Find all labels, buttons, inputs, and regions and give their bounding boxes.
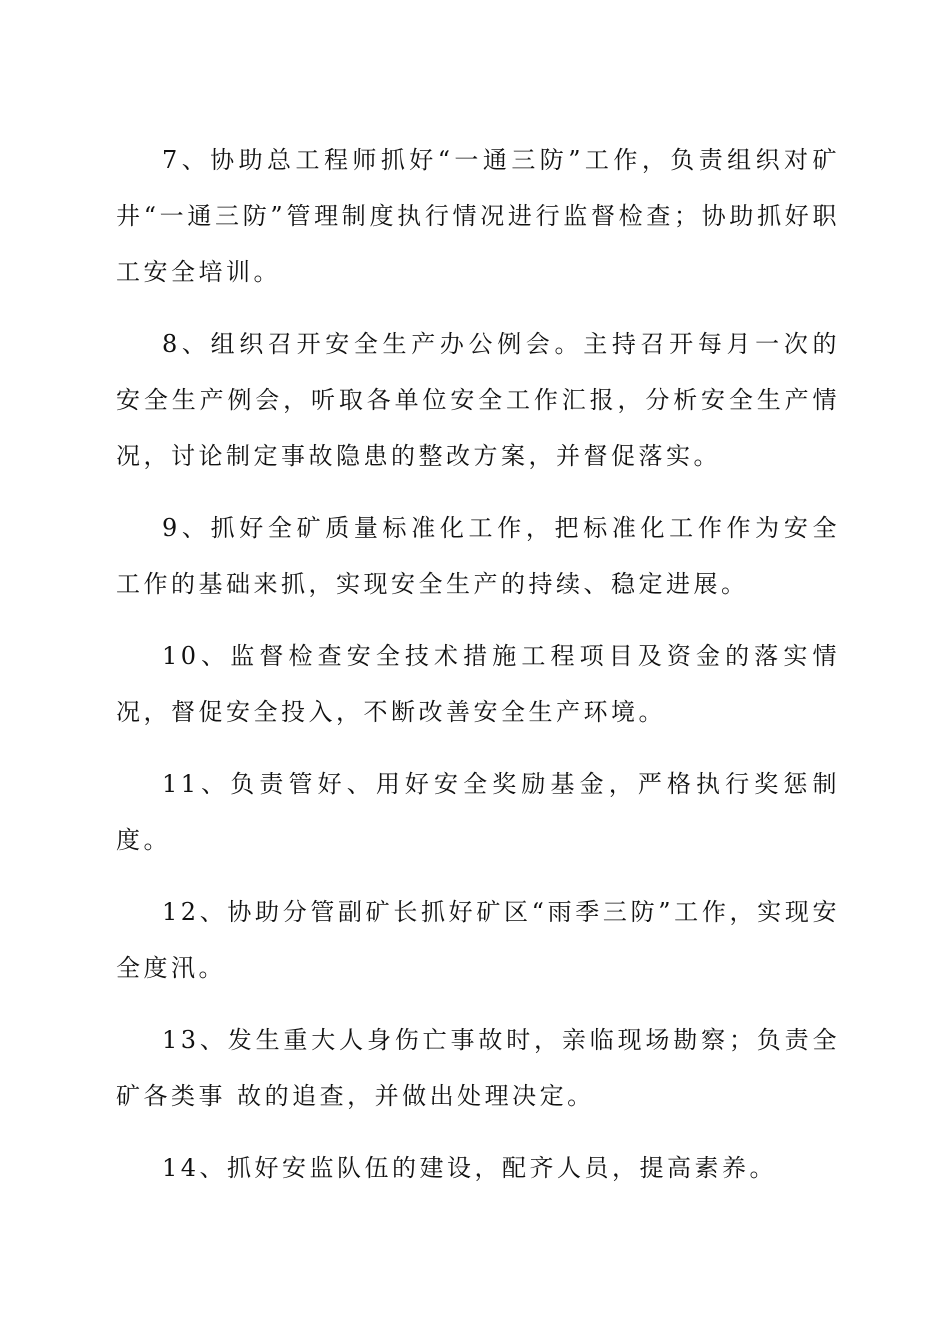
paragraph-13: 13、发生重大人身伤亡事故时，亲临现场勘察；负责全矿各类事 故的追查，并做出处理决定。 <box>116 1026 840 1110</box>
paragraph-11: 11、负责管好、用好安全奖励基金，严格执行奖惩制度。 <box>116 770 840 854</box>
document-body <box>116 132 840 1196</box>
paragraph-7: 7、协助总工程师抓好“一通三防”工作，负责组织对矿井“一通三防”管理制度执行情况进行监督检查；协助抓好职工安全培训。 <box>116 146 840 286</box>
paragraph-8: 8、组织召开安全生产办公例会。主持召开每月一次的安全生产例会，听取各单位安全工作汇报，分析安全生产情况，讨论制定事故隐患的整改方案，并督促落实。 <box>116 330 840 470</box>
paragraph-14: 14、抓好安监队伍的建设，配齐人员，提高素养。 <box>162 1154 778 1182</box>
paragraph-12: 12、协助分管副矿长抓好矿区“雨季三防”工作，实现安全度汛。 <box>116 898 840 982</box>
paragraph-9: 9、抓好全矿质量标准化工作，把标准化工作作为安全工作的基础来抓，实现安全生产的持续、稳定进展。 <box>116 514 840 598</box>
paragraph-10: 10、监督检查安全技术措施工程项目及资金的落实情况，督促安全投入，不断改善安全生产环境。 <box>116 642 840 726</box>
